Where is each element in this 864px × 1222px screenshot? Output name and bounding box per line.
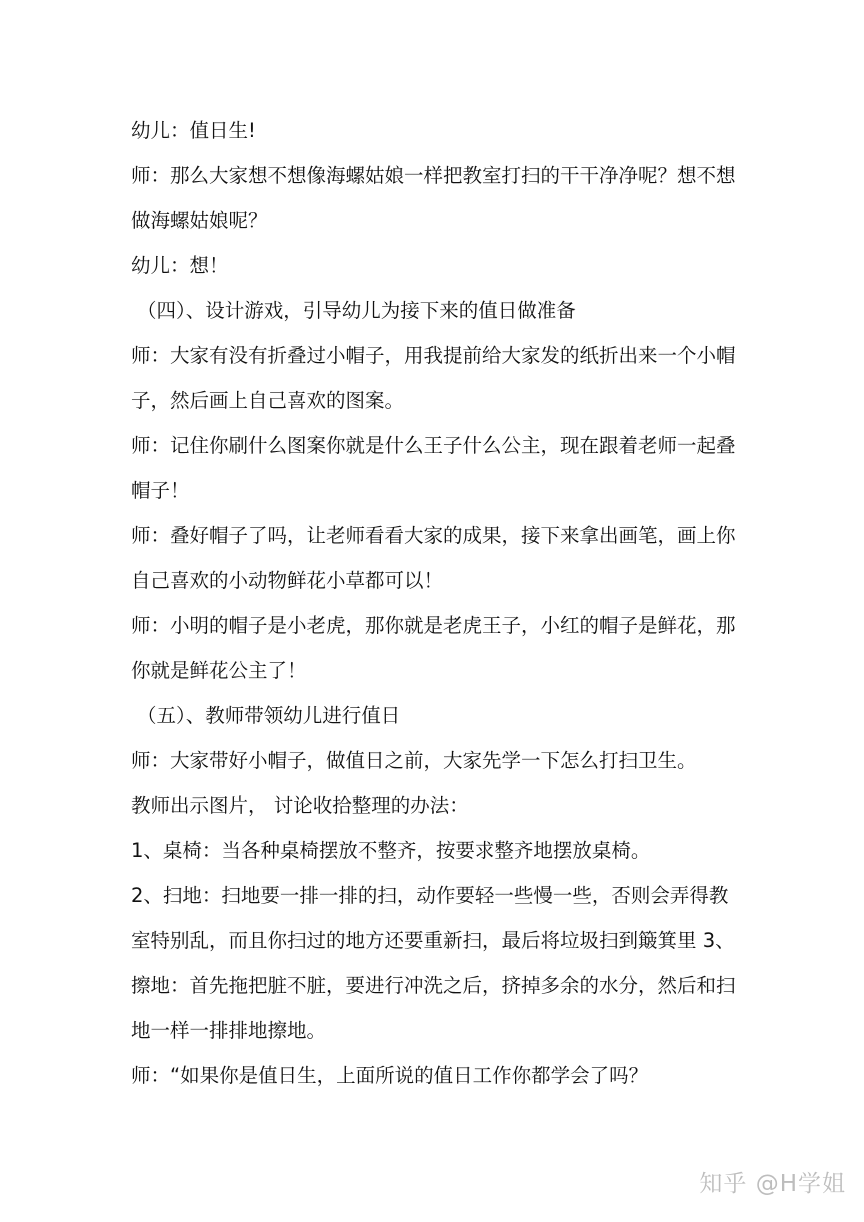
section-heading-five: （五）、教师带领幼儿进行值日 xyxy=(137,704,401,727)
paragraph-teacher-fold-hat: 师：大家有没有折叠过小帽子，用我提前给大家发的纸折出来一个小帽子，然后画上自己喜欢的图案。 xyxy=(131,344,736,412)
paragraph-teacher-draw: 师：叠好帽子了吗，让老师看看大家的成果，接下来拿出画笔，画上你自己喜欢的小动物鲜花小草都可以！ xyxy=(131,524,736,592)
paragraph-teacher-cleaning: 师：大家带好小帽子，做值日之前，大家先学一下怎么打扫卫生。 xyxy=(131,749,697,772)
paragraph-child-answer-1: 幼儿：值日生! xyxy=(131,119,256,142)
list-item-desks: 1、桌椅：当各种桌椅摆放不整齐，按要求整齐地摆放桌椅。 xyxy=(131,839,651,862)
document-body xyxy=(131,108,741,1098)
paragraph-teacher-final-question: 师：“如果你是值日生，上面所说的值日工作你都学会了吗？ xyxy=(131,1064,649,1087)
list-item-sweep-mop: 2、扫地：扫地要一排一排的扫，动作要轻一些慢一些，否则会弄得教室特别乱，而且你扫过的地方还要重新扫，最后将垃圾扫到簸箕里 3、擦地：首先拖把脏不脏，要进行冲洗之后，挤掉多余的水分，然后和扫地一样一排排地擦地。 xyxy=(131,884,736,1042)
paragraph-teacher-examples: 师：小明的帽子是小老虎，那你就是老虎王子，小红的帽子是鲜花，那你就是鲜花公主了！ xyxy=(131,614,736,682)
paragraph-teacher-question: 师：那么大家想不想像海螺姑娘一样把教室打扫的干干净净呢？想不想做海螺姑娘呢？ xyxy=(131,164,736,232)
watermark: 知乎 @H学姐 xyxy=(699,1171,846,1197)
paragraph-child-answer-2: 幼儿：想！ xyxy=(131,254,229,277)
paragraph-teacher-pattern: 师：记住你刷什么图案你就是什么王子什么公主，现在跟着老师一起叠帽子！ xyxy=(131,434,736,502)
section-heading-four: （四）、设计游戏，引导幼儿为接下来的值日做准备 xyxy=(137,299,576,322)
paragraph-show-pictures: 教师出示图片， 讨论收拾整理的办法： xyxy=(131,794,469,817)
